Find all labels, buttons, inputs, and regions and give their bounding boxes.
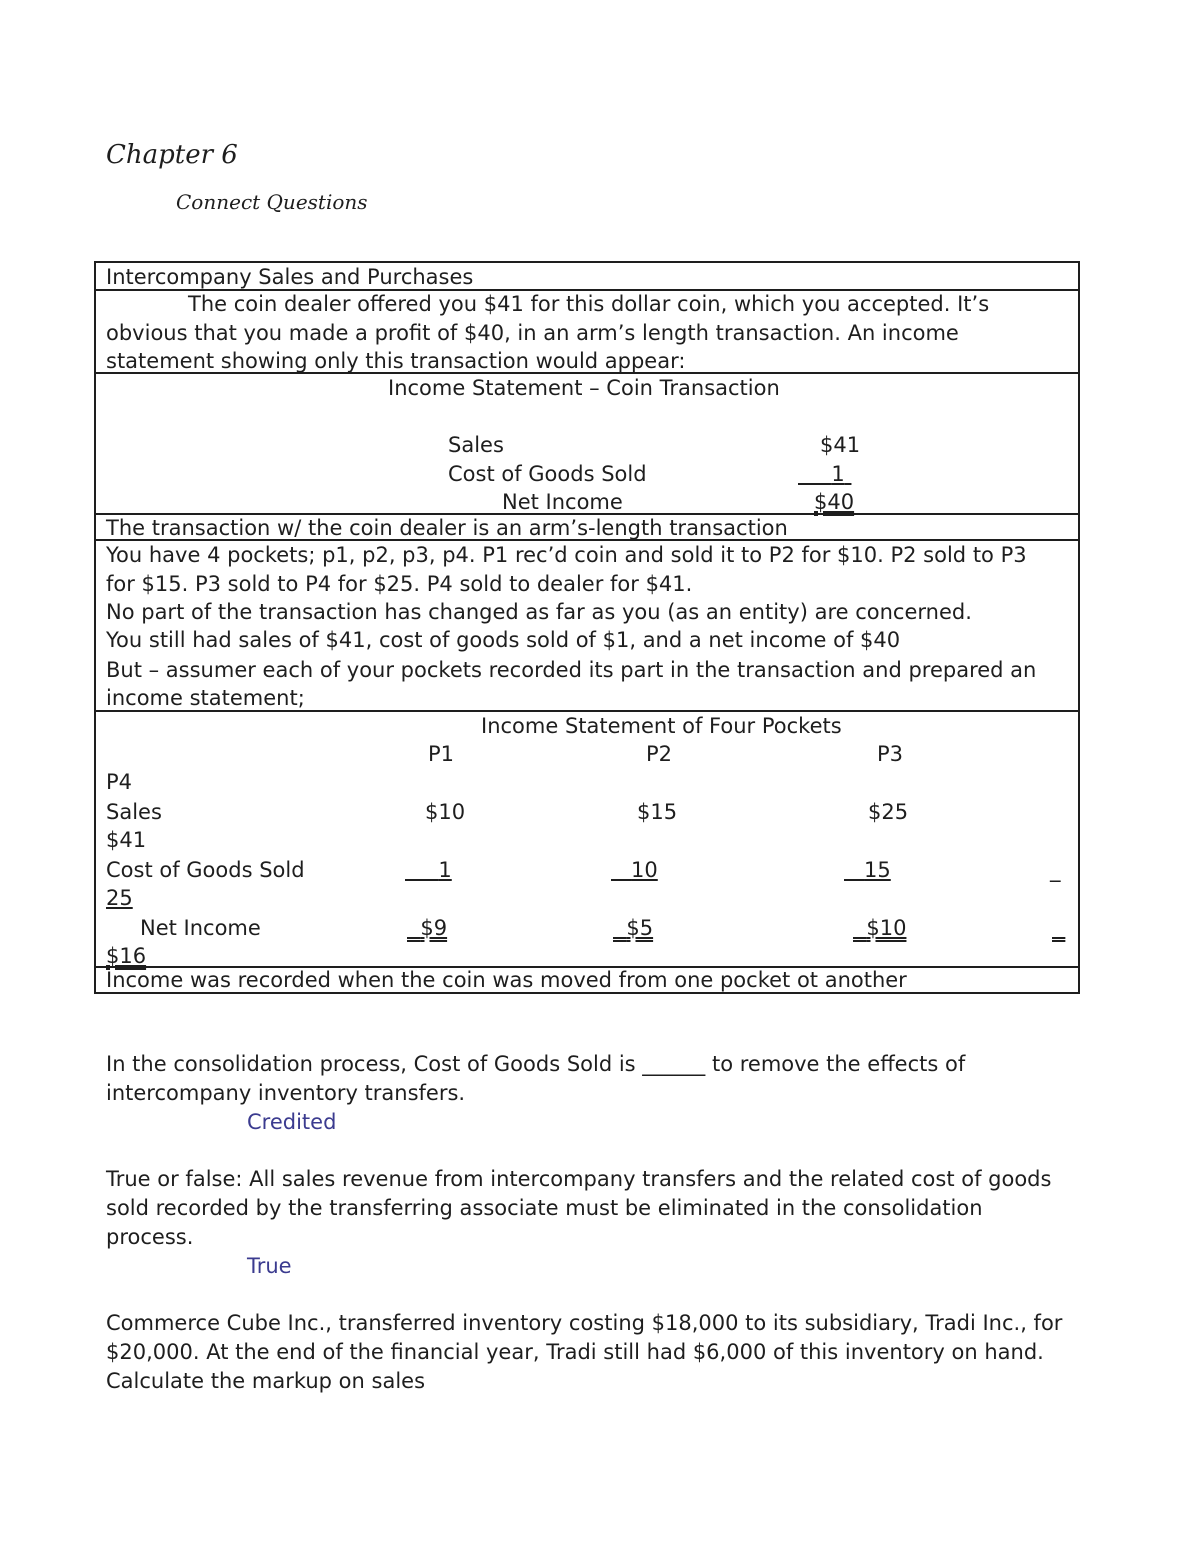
intro-line: statement showing only this transaction would appear: (106, 349, 686, 373)
fp-cogs-p4-rule: _ (1050, 858, 1061, 882)
arms-length-row (94, 513, 1080, 541)
pockets-line: No part of the transaction has changed as far as you (as an entity) are concerned. (106, 600, 972, 624)
pockets-cell (94, 539, 1080, 712)
fp-sales-p4: $41 (106, 828, 147, 852)
chapter-title: Chapter 6 (106, 140, 238, 170)
question-line: $20,000. At the end of the financial year, Tradi still had $6,000 of this inventory on hand. (106, 1340, 1044, 1364)
fp-cogs-p1 (405, 856, 452, 884)
four-pockets-statement (94, 710, 1080, 968)
fp-sales-p1: $10 (425, 800, 466, 824)
arms-length-text: The transaction w/ the coin dealer is an arm’s-length transaction (106, 516, 788, 540)
intro-line: obvious that you made a profit of $40, in an arm’s length transaction. An income (106, 321, 959, 345)
intro-cell (94, 289, 1080, 374)
fp-ni-p3 (853, 914, 906, 942)
question-line: True or false: All sales revenue from intercompany transfers and the related cost of goods (106, 1167, 1052, 1191)
coin-sales-value: $41 (820, 433, 861, 457)
pockets-line: for $15. P3 sold to P4 for $25. P4 sold to dealer for $41. (106, 572, 693, 596)
fp-ni-p1-number: $9 (420, 916, 448, 940)
coin-ni-label: Net Income (502, 490, 623, 514)
col-p3: P3 (877, 742, 904, 766)
pockets-line: income statement; (106, 686, 305, 710)
pockets-line: You still had sales of $41, cost of goods sold of $1, and a net income of $40 (106, 628, 901, 652)
fp-ni-p4: $16 (106, 944, 147, 968)
fp-sales-p3: $25 (868, 800, 909, 824)
coin-income-statement (94, 372, 1080, 515)
coin-cogs-value (798, 460, 851, 488)
coin-cogs-label: Cost of Goods Sold (448, 462, 647, 486)
coin-is-title: Income Statement – Coin Transaction (388, 376, 780, 400)
question-line: Calculate the markup on sales (106, 1369, 426, 1393)
footer-row (94, 966, 1080, 994)
coin-sales-label: Sales (448, 433, 504, 457)
question-line: Commerce Cube Inc., transferred inventory costing $18,000 to its subsidiary, Tradi Inc., for (106, 1311, 1063, 1335)
fp-cogs-p3-number: 15 (864, 858, 891, 882)
fp-sales-label: Sales (106, 800, 162, 824)
pockets-line: But – assumer each of your pockets recorded its part in the transaction and prepared an (106, 658, 1037, 682)
fp-cogs-p2 (611, 856, 658, 884)
col-p1: P1 (428, 742, 455, 766)
fp-cogs-p4: 25 (106, 886, 133, 910)
question-line: In the consolidation process, Cost of Goods Sold is ______ to remove the effects of (106, 1052, 966, 1076)
fp-ni-p2-number: $5 (626, 916, 654, 940)
fp-ni-p2 (613, 914, 653, 942)
fp-ni-p1 (407, 914, 447, 942)
question-1 (106, 1050, 1096, 1137)
heading-row (94, 261, 1080, 291)
question-3 (106, 1309, 1096, 1396)
fp-ni-p3-number: $10 (866, 916, 907, 940)
fp-ni-label: Net Income (140, 916, 261, 940)
intro-line: The coin dealer offered you $41 for this dollar coin, which you accepted. It’s (188, 292, 990, 316)
fp-cogs-label: Cost of Goods Sold (106, 858, 305, 882)
col-p4: P4 (106, 770, 133, 794)
question-line: process. (106, 1225, 194, 1249)
question-line: sold recorded by the transferring associate must be eliminated in the consolidation (106, 1196, 983, 1220)
fp-sales-p2: $15 (637, 800, 678, 824)
answer-true: True (247, 1254, 292, 1278)
table-heading: Intercompany Sales and Purchases (106, 265, 474, 289)
section-title: Connect Questions (176, 190, 368, 214)
question-2 (106, 1165, 1096, 1281)
coin-ni-value: $40 (814, 490, 855, 514)
answer-credited: Credited (247, 1110, 337, 1134)
col-p2: P2 (646, 742, 673, 766)
four-pockets-title: Income Statement of Four Pockets (481, 714, 842, 738)
pockets-line: You have 4 pockets; p1, p2, p3, p4. P1 rec’d coin and sold it to P2 for $10. P2 sold to P3 (106, 543, 1027, 567)
fp-ni-p4-rule (1052, 914, 1065, 942)
coin-cogs-number: 1 (831, 462, 845, 486)
question-line: intercompany inventory transfers. (106, 1081, 466, 1105)
fp-cogs-p3 (844, 856, 891, 884)
fp-cogs-p1-number: 1 (438, 858, 452, 882)
footer-text: Income was recorded when the coin was moved from one pocket ot another (106, 968, 907, 992)
fp-cogs-p2-number: 10 (631, 858, 658, 882)
